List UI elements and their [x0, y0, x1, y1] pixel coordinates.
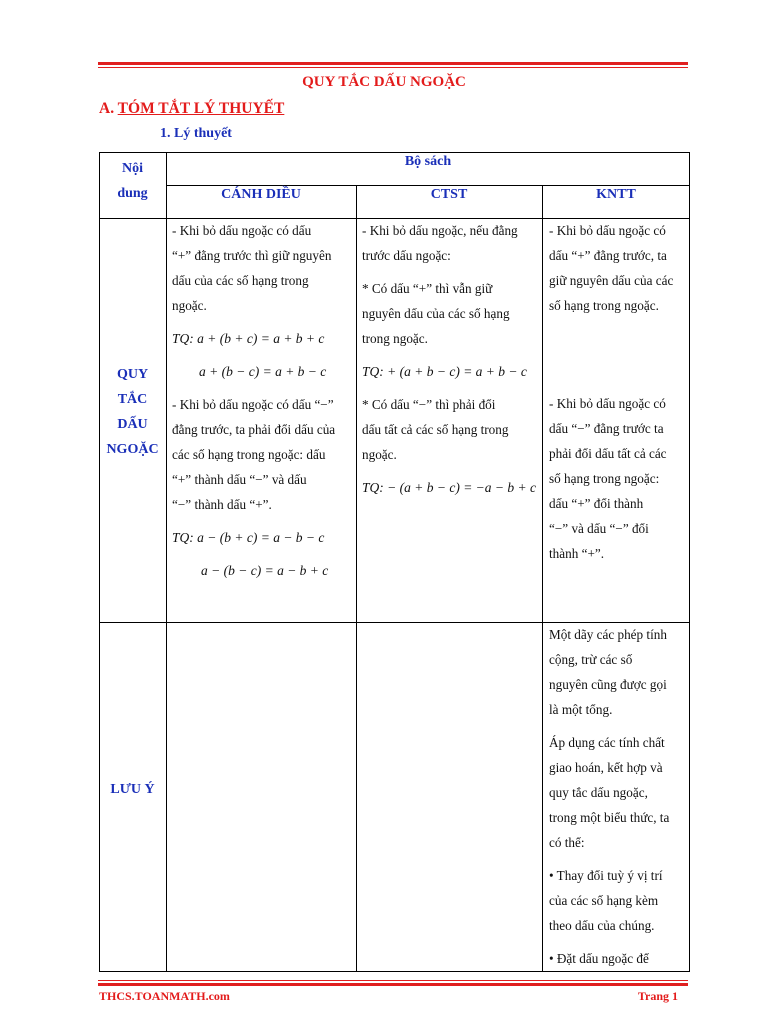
- col-divider-3: [542, 185, 543, 972]
- header-content-column: [99, 156, 166, 206]
- header-content-line2: dung: [117, 186, 148, 201]
- section-prefix: A.: [99, 100, 118, 117]
- text-line: dấu “−” đằng trước ta: [549, 421, 664, 436]
- top-rule-thick: [98, 62, 688, 65]
- text-line: “−” thành dấu “+”.: [172, 497, 272, 512]
- header-book-set: Bộ sách: [404, 154, 452, 169]
- footer-site[interactable]: THCS.TOANMATH.com: [99, 989, 230, 1003]
- row-label-luu-y: LƯU Ý: [110, 782, 155, 797]
- formula: TQ: + (a + b − c) = a + b − c: [362, 364, 527, 379]
- text-line: “−” và dấu “−” đổi: [549, 521, 649, 536]
- formula: TQ: − (a + b − c) = −a − b + c: [362, 480, 536, 495]
- top-rule-thin: [98, 67, 688, 68]
- text-line: “+” thành dấu “−” và dấu: [172, 472, 307, 487]
- text-line: theo dấu của chúng.: [549, 918, 655, 933]
- text-line: - Khi bỏ dấu ngoặc có: [549, 223, 666, 238]
- text-line: là một tổng.: [549, 702, 613, 717]
- header-content-line1: Nội: [122, 161, 143, 176]
- text-line: dấu “+” đổi thành: [549, 496, 644, 511]
- text-line: nguyên dấu của các số hạng: [362, 306, 510, 321]
- col-divider-1: [166, 152, 167, 972]
- text-line: số hạng trong ngoặc.: [549, 298, 659, 313]
- text-line: * Có dấu “+” thì vẫn giữ: [362, 281, 493, 296]
- text-line: có thể:: [549, 835, 585, 850]
- section-title: TÓM TẮT LÝ THUYẾT: [117, 100, 285, 117]
- canh-dieu-rule-cell: [172, 218, 354, 583]
- text-line: số hạng trong ngoặc:: [549, 471, 660, 486]
- row-label-line: TẮC: [117, 392, 148, 407]
- text-line: nguyên cũng được gọi: [549, 677, 667, 692]
- text-line: trước dấu ngoặc:: [362, 248, 451, 263]
- text-line: trong ngoặc.: [362, 331, 428, 346]
- subsection-heading: 1. Lý thuyết: [160, 126, 232, 141]
- text-line: các số hạng trong ngoặc: dấu: [172, 447, 326, 462]
- kntt-rule-cell: [549, 218, 687, 566]
- table-border-bottom: [99, 971, 690, 972]
- text-line: Một dãy các phép tính: [549, 627, 667, 642]
- kntt-note-cell: [549, 622, 687, 971]
- footer-page-number: Trang 1: [637, 989, 678, 1003]
- formula: a + (b − c) = a + b − c: [199, 364, 327, 379]
- text-line: • Đặt dấu ngoặc để: [549, 951, 649, 966]
- text-line: - Khi bỏ dấu ngoặc có dấu: [172, 223, 312, 238]
- col-divider-2: [356, 185, 357, 972]
- table-border-left: [99, 152, 100, 972]
- text-line: dấu tất cả các số hạng trong: [362, 422, 509, 437]
- document-title: QUY TẮC DẤU NGOẶC: [302, 74, 466, 90]
- text-line: dấu “+” đằng trước, ta: [549, 248, 667, 263]
- formula: a − (b − c) = a − b + c: [201, 563, 329, 578]
- row-label-quy-tac: [99, 362, 166, 462]
- formula: TQ: a + (b + c) = a + b + c: [172, 331, 325, 346]
- header-ctst: CTST: [430, 187, 468, 202]
- text-line: Áp dụng các tính chất: [549, 735, 665, 750]
- bottom-rule-thick: [98, 983, 688, 986]
- section-heading: [99, 100, 284, 118]
- header-canh-dieu: CÁNH DIỀU: [221, 187, 301, 202]
- formula: TQ: a − (b + c) = a − b − c: [172, 530, 325, 545]
- header-kntt: KNTT: [596, 187, 636, 202]
- text-line: phải đổi dấu tất cả các: [549, 446, 667, 461]
- text-line: ngoặc.: [362, 447, 397, 462]
- text-line: trong một biểu thức, ta: [549, 810, 670, 825]
- text-line: • Thay đổi tuỳ ý vị trí: [549, 868, 663, 883]
- text-line: * Có dấu “−” thì phải đổi: [362, 397, 496, 412]
- bottom-rule-thin: [98, 980, 688, 981]
- text-line: đằng trước, ta phải đổi dấu của: [172, 422, 336, 437]
- text-line: ngoặc.: [172, 298, 207, 313]
- text-line: giữ nguyên dấu của các: [549, 273, 674, 288]
- row-label-line: DẤU: [117, 417, 148, 432]
- table-border-right: [689, 152, 690, 972]
- text-line: “+” đằng trước thì giữ nguyên: [172, 248, 332, 263]
- row-label-line: NGOẶC: [106, 442, 159, 457]
- comparison-table: [99, 152, 690, 972]
- text-line: - Khi bỏ dấu ngoặc có dấu “−”: [172, 397, 334, 412]
- text-line: của các số hạng kèm: [549, 893, 659, 908]
- ctst-rule-cell: [362, 218, 540, 500]
- text-line: - Khi bỏ dấu ngoặc, nếu đằng: [362, 223, 518, 238]
- text-line: giao hoán, kết hợp và: [549, 760, 663, 775]
- text-line: cộng, trừ các số: [549, 652, 633, 667]
- text-line: quy tắc dấu ngoặc,: [549, 785, 648, 800]
- text-line: thành “+”.: [549, 546, 605, 561]
- text-line: dấu của các số hạng trong: [172, 273, 309, 288]
- text-line: - Khi bỏ dấu ngoặc có: [549, 396, 666, 411]
- row-label-line: QUY: [116, 367, 149, 382]
